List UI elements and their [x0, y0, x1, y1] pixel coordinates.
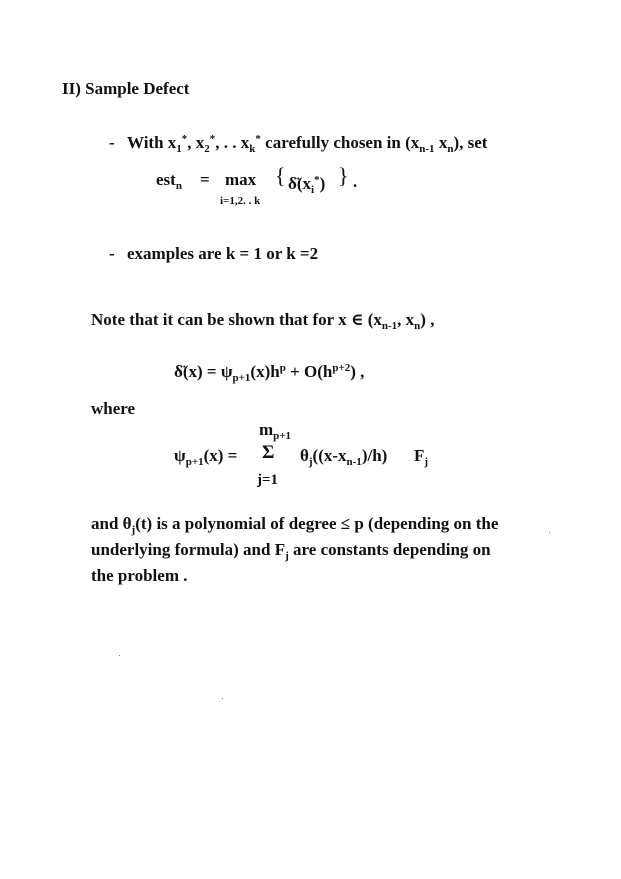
bullet-text: , x [187, 133, 205, 152]
subscript: p+1 [273, 430, 292, 442]
formula-est-brace-open: { [275, 163, 286, 188]
upper-m: m [259, 420, 274, 439]
formula-text: (x) = [203, 446, 238, 465]
bullet-text: , . . x [215, 133, 250, 152]
closing-text: and θ [91, 514, 132, 533]
sum-term [300, 446, 387, 472]
subscript: j [131, 524, 136, 536]
subscript: 1 [176, 143, 182, 155]
formula-est-max-range: i=1,2. . k [220, 195, 261, 207]
closing-line-2 [91, 540, 491, 566]
bullet-item-1 [109, 129, 487, 159]
delta-lhs: δ̈(x) = ψ [174, 362, 233, 381]
formula-est-brace-close: } [338, 163, 349, 188]
psi-lhs [174, 446, 237, 472]
sum-lower-limit: j=1 [257, 472, 279, 488]
formula-est-lhs [156, 170, 182, 196]
subscript: p+1 [185, 456, 204, 468]
note-text: , x [397, 310, 415, 329]
superscript: p [279, 362, 286, 374]
closing-line-1 [91, 514, 498, 540]
formula-text: + O(h [285, 362, 333, 381]
subscript: p+1 [232, 372, 251, 384]
delta-symbol: δ̈(x [288, 174, 311, 193]
superscript: * [181, 133, 188, 145]
closing-text: (t) is a polynomial of degree ≤ p (depending on the [135, 514, 499, 533]
formula-est-max: max [225, 170, 257, 189]
subscript: j [424, 456, 429, 468]
bullet-text: ), set [453, 133, 488, 152]
subscript: n-1 [381, 320, 398, 332]
paren: ) [319, 174, 326, 193]
formula-est-equals: = [200, 170, 210, 189]
bullet-text: With x [127, 133, 177, 152]
scan-speck [119, 655, 120, 656]
formula-text: (x)h [250, 362, 280, 381]
closing-line-3: the problem . [91, 566, 188, 585]
subscript: k [249, 143, 256, 155]
formula-text: ) , [350, 362, 365, 381]
sigma-symbol: Σ [262, 442, 275, 463]
closing-text: underlying formula) and F [91, 540, 286, 559]
bullet-marker: - [109, 133, 115, 152]
subscript: n [175, 180, 182, 192]
formula-text: ((x-x [312, 446, 347, 465]
subscript: n [447, 143, 454, 155]
superscript: * [209, 133, 216, 145]
subscript: n [414, 320, 421, 332]
subscript: j [285, 550, 289, 562]
bullet-text: carefully chosen in (x [260, 133, 420, 152]
formula-text: )/h) [361, 446, 388, 465]
scan-speck [222, 698, 223, 699]
formula-est-period: . [353, 172, 358, 191]
subscript: j [308, 456, 313, 468]
f-term [414, 446, 428, 472]
note-text: ) , [420, 310, 435, 329]
scan-speck [549, 532, 550, 533]
superscript: * [314, 174, 320, 186]
bullet-text: x [434, 133, 448, 152]
est-label: est [156, 170, 176, 189]
superscript: p+2 [332, 362, 351, 374]
closing-text: are constants depending on [288, 540, 491, 559]
bullet-text: examples are k = 1 or k =2 [127, 244, 319, 263]
psi-symbol: ψ [174, 446, 186, 465]
subscript: n-1 [419, 143, 435, 155]
bullet-marker: - [109, 244, 115, 263]
f-symbol: F [414, 446, 425, 465]
where-label: where [91, 399, 136, 418]
subscript: 2 [204, 143, 210, 155]
subscript: n-1 [346, 456, 362, 468]
note-line [91, 310, 434, 336]
bullet-item-2 [109, 244, 318, 264]
section-heading: II) Sample Defect [62, 79, 190, 98]
formula-delta [174, 358, 364, 388]
note-text: Note that it can be shown that for x ∈ (x [91, 310, 382, 329]
subscript: i [311, 184, 315, 196]
theta-symbol: θ [300, 446, 309, 465]
formula-est-delta [288, 170, 325, 200]
superscript: * [255, 133, 261, 145]
